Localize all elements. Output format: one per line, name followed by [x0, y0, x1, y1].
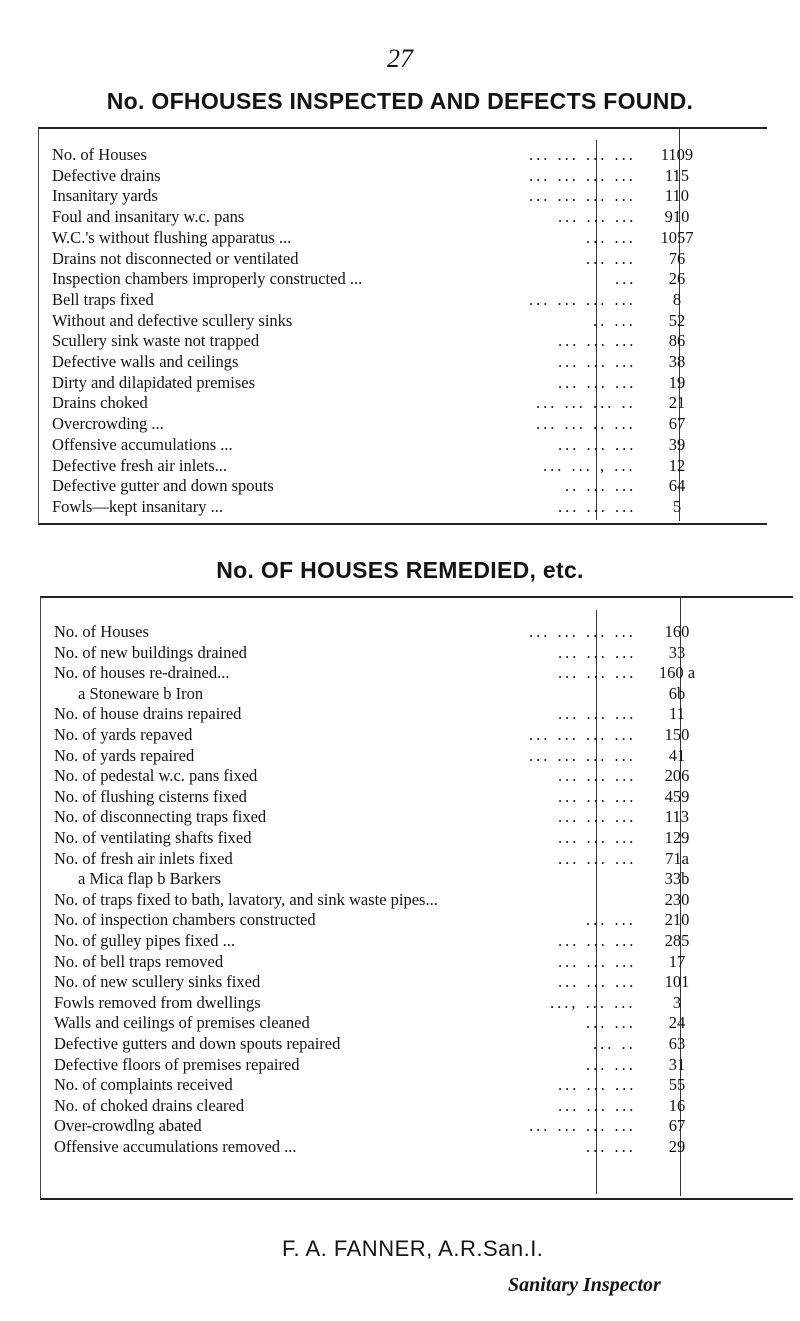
row-label: No. of Houses [54, 622, 149, 641]
table-row [52, 268, 752, 290]
row-leader-dots: ... ... ... [558, 848, 637, 868]
table-row [52, 165, 752, 187]
row-label: Walls and ceilings of premises cleaned [54, 1013, 310, 1033]
row-leader-dots: ... ... .. ... [536, 414, 636, 434]
table-row [54, 930, 754, 952]
row-label: Offensive accumulations ... [52, 434, 233, 454]
row-label: No. of house drains repaired [54, 704, 242, 724]
table-row [52, 310, 752, 332]
table-row [54, 724, 754, 746]
table-row [54, 971, 754, 993]
row-label: No. of inspection chambers constructed [54, 910, 316, 930]
row-label: No. of Houses [52, 145, 147, 164]
table-row [54, 1136, 754, 1158]
row-value: 33 [668, 642, 686, 662]
row-label: Overcrowding ... [52, 414, 164, 434]
signature-name: F. A. FANNER, A.R.San.I. [282, 1236, 544, 1261]
row-value: 101 [664, 972, 690, 992]
row-label: a Stoneware b Iron [78, 683, 204, 703]
row-value: 5 [672, 496, 682, 516]
row-leader-dots: ... [615, 269, 637, 289]
row-value: 210 [664, 910, 690, 930]
row-value: 38 [668, 352, 686, 371]
row-leader-dots: ... ... ... [558, 807, 637, 827]
row-label: No. of ventilating shafts fixed [54, 828, 252, 847]
row-leader-dots: ... ... ... [558, 663, 637, 683]
row-value: 26 [668, 269, 686, 289]
table-row [54, 703, 754, 725]
row-leader-dots: ... ... ... [558, 372, 637, 392]
row-value: 41 [668, 745, 686, 765]
row-label: Defective gutters and down spouts repaired [54, 1034, 341, 1053]
row-value: 150 [664, 725, 690, 744]
row-label: No. of disconnecting traps fixed [54, 807, 267, 827]
row-value: 52 [668, 310, 686, 330]
row-value: 3 [672, 992, 682, 1012]
row-value: 6b [668, 683, 686, 703]
row-value: 12 [668, 455, 686, 475]
signature-title: Sanitary Inspector [508, 1274, 661, 1296]
row-label: a Mica flap b Barkers [78, 869, 221, 889]
row-leader-dots: ... .. [593, 1034, 636, 1053]
table-row [54, 868, 754, 890]
row-label: Defective drains [52, 165, 161, 185]
row-leader-dots: ... ... ... [558, 331, 637, 351]
row-value: 29 [668, 1137, 686, 1156]
row-leader-dots: ... ... ... [558, 828, 637, 847]
row-value: 910 [664, 207, 690, 227]
row-leader-dots: ... ... ... [558, 786, 637, 806]
row-value: 1057 [660, 227, 694, 247]
row-leader-dots: ... ... , ... [543, 455, 636, 475]
table-row [54, 806, 754, 828]
row-leader-dots: ... ... ... .. [536, 393, 636, 413]
row-leader-dots: ... ... [586, 1137, 636, 1156]
row-leader-dots: ... ... [586, 910, 636, 930]
table-row [54, 1115, 754, 1137]
row-value: 64 [668, 476, 686, 496]
table-row [52, 206, 752, 228]
row-label: No. of yards repaved [54, 725, 193, 744]
row-label: No. of houses re-drained... [54, 663, 230, 683]
table-row [54, 786, 754, 808]
table-row [54, 662, 754, 684]
section-title-inspected: No. OFHOUSES INSPECTED AND DEFECTS FOUND. [106, 88, 694, 114]
row-value: 17 [668, 951, 686, 971]
row-leader-dots: ... ... ... [558, 642, 637, 662]
table-row [52, 185, 752, 207]
row-value: 21 [668, 393, 686, 413]
row-leader-dots: ... ... ... [558, 207, 637, 227]
row-label: No. of yards repaired [54, 745, 195, 765]
row-leader-dots: ... ... ... ... [529, 1116, 636, 1136]
row-leader-dots: ... ... ... ... [529, 745, 636, 765]
row-value: 33b [664, 869, 690, 889]
table-row [52, 392, 752, 414]
row-leader-dots: ... ... ... [558, 434, 637, 454]
table-row [54, 1033, 754, 1055]
table-row [52, 475, 752, 497]
row-value: 39 [668, 434, 686, 454]
row-value: 67 [668, 414, 686, 434]
row-leader-dots: ... ... [586, 1013, 636, 1033]
row-label: Dirty and dilapidated premises [52, 372, 255, 392]
row-value: 1109 [660, 145, 694, 164]
row-label: Scullery sink waste not trapped [52, 331, 260, 351]
row-value: 115 [664, 165, 690, 185]
row-label: W.C.'s without flushing apparatus ... [52, 227, 292, 247]
row-leader-dots: ... ... ... ... [529, 622, 636, 641]
table-row [52, 248, 752, 270]
row-value: 459 [664, 786, 690, 806]
row-label: No. of bell traps removed [54, 951, 224, 971]
row-label: Defective fresh air inlets... [52, 455, 228, 475]
table-row [52, 434, 752, 456]
table-row [54, 642, 754, 664]
table-row [54, 848, 754, 870]
row-label: No. of new scullery sinks fixed [54, 972, 261, 992]
table-row [52, 351, 752, 373]
row-leader-dots: ..., ... ... [550, 992, 636, 1012]
row-label: Without and defective scullery sinks [52, 310, 293, 330]
table-row [54, 683, 754, 705]
table-row [54, 1054, 754, 1076]
row-leader-dots: ... ... ... ... [529, 186, 636, 206]
row-leader-dots: ... ... [586, 227, 636, 247]
row-leader-dots: .. ... ... [565, 476, 637, 496]
table-row [52, 289, 752, 311]
row-value: 285 [664, 931, 690, 950]
row-leader-dots: ... ... ... [558, 972, 637, 992]
table-row [54, 745, 754, 767]
row-label: No. of new buildings drained [54, 642, 247, 662]
table-row [54, 889, 754, 911]
row-label: No. of gulley pipes fixed ... [54, 931, 236, 950]
row-leader-dots: ... ... ... [558, 766, 637, 786]
table-row [54, 1074, 754, 1096]
page-number: 27 [387, 44, 413, 73]
row-label: Bell traps fixed [52, 289, 154, 309]
table-row [52, 227, 752, 249]
row-label: No. of fresh air inlets fixed [54, 848, 233, 868]
table-row [54, 951, 754, 973]
row-value: 160 [664, 622, 690, 641]
row-label: Foul and insanitary w.c. pans [52, 207, 245, 227]
row-label: No. of choked drains cleared [54, 1095, 245, 1115]
row-label: Defective gutter and down spouts [52, 476, 274, 496]
row-leader-dots: ... ... ... [558, 931, 637, 950]
row-label: Fowls—kept insanitary ... [52, 496, 223, 516]
row-leader-dots: ... ... ... [558, 1095, 637, 1115]
row-value: 110 [664, 186, 690, 206]
row-value: 86 [668, 331, 686, 351]
row-label: Drains not disconnected or ventilated [52, 248, 299, 268]
row-leader-dots: ... ... ... [558, 951, 637, 971]
row-label: Offensive accumulations removed ... [54, 1137, 297, 1156]
row-value: 63 [668, 1034, 686, 1053]
row-label: Over-crowdlng abated [54, 1116, 202, 1136]
row-value: 67 [668, 1116, 686, 1136]
row-leader-dots: ... ... ... ... [529, 289, 636, 309]
row-label: Drains choked [52, 393, 148, 413]
table-row [54, 1095, 754, 1117]
section-title-remedied: No. OF HOUSES REMEDIED, etc. [216, 557, 584, 583]
row-leader-dots: ... ... [586, 248, 636, 268]
table-row [54, 827, 754, 849]
table-row [52, 413, 752, 435]
row-value: 230 [664, 889, 690, 909]
row-value: 11 [669, 704, 685, 724]
row-label: Fowls removed from dwellings [54, 992, 261, 1012]
row-label: No. of complaints received [54, 1075, 233, 1095]
row-value: 129 [664, 828, 690, 847]
row-value: 206 [664, 766, 690, 786]
table-row [52, 330, 752, 352]
row-value: 8 [672, 289, 682, 309]
row-label: No. of flushing cisterns fixed [54, 786, 247, 806]
table-row [52, 455, 752, 477]
row-label: Defective walls and ceilings [52, 352, 239, 371]
row-leader-dots: ... ... ... ... [529, 145, 636, 164]
row-label: Inspection chambers improperly constructed ... [52, 269, 363, 289]
row-leader-dots: ... ... ... [558, 1075, 637, 1095]
row-value: 76 [668, 248, 686, 268]
row-label: No. of pedestal w.c. pans fixed [54, 766, 258, 786]
row-value: 113 [664, 807, 690, 827]
row-value: 55 [668, 1075, 686, 1095]
row-label: No. of traps fixed to bath, lavatory, and sink waste pipes... [54, 889, 438, 909]
table-row [54, 909, 754, 931]
table-row [54, 765, 754, 787]
table-row [52, 144, 752, 166]
row-leader-dots: ... ... ... [558, 704, 637, 724]
row-leader-dots: ... ... ... [558, 352, 637, 371]
row-label: Defective floors of premises repaired [54, 1054, 300, 1074]
row-value: 31 [668, 1054, 686, 1074]
table-row [54, 621, 754, 643]
table-row [54, 992, 754, 1014]
row-value: 16 [668, 1095, 686, 1115]
row-leader-dots: ... ... [586, 1054, 636, 1074]
table-row [52, 372, 752, 394]
row-label: Insanitary yards [52, 186, 158, 206]
row-leader-dots: ... ... ... ... [529, 165, 636, 185]
row-value: 160 a [658, 663, 696, 683]
row-value: 71a [665, 848, 689, 868]
table-row [54, 1012, 754, 1034]
row-leader-dots: ... ... ... ... [529, 725, 636, 744]
row-value: 19 [668, 372, 686, 392]
row-value: 24 [668, 1013, 686, 1033]
table-row [52, 496, 752, 518]
row-leader-dots: ... ... ... [558, 496, 637, 516]
row-leader-dots: .. ... [593, 310, 636, 330]
